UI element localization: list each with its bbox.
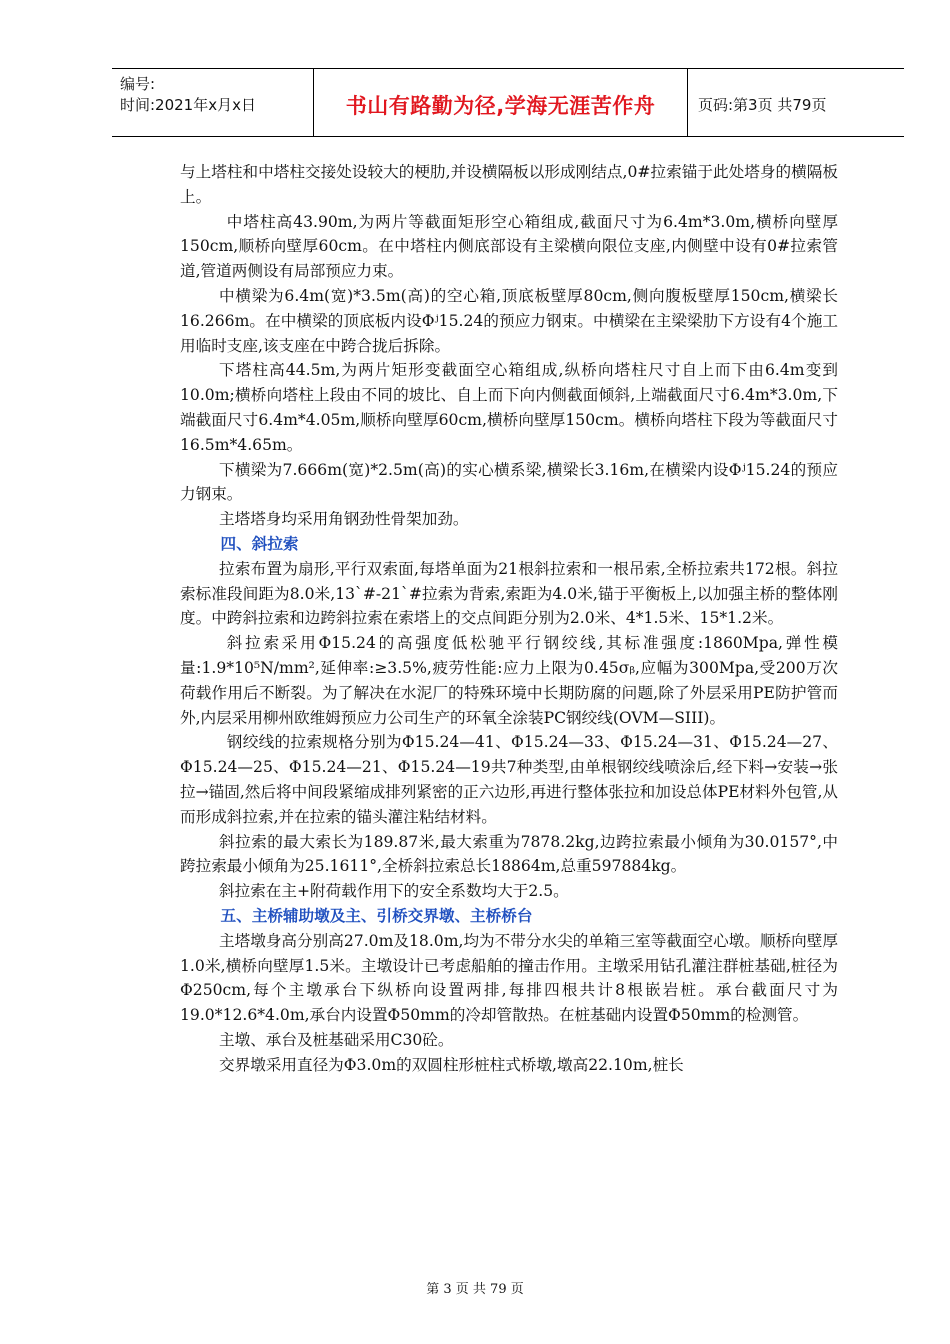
document-body (180, 160, 838, 1077)
paragraph: 拉索布置为扇形,平行双索面,每塔单面为21根斜拉索和一根吊索,全桥拉索共172根。斜拉索标准段间距为8.0米,13`#-21`#拉索为背索,索距为4.0米,锚于平衡板上,以加强主桥的整体刚度。中跨斜拉索和边跨斜拉索在索塔上的交点间距分别为2.0米、4*1.5米、15*1.2米。 (180, 559, 838, 628)
paragraph: 与上塔柱和中塔柱交接处设较大的梗肋,并设横隔板以形成刚结点,0#拉索锚于此处塔身的横隔板上。 (180, 163, 838, 206)
page-footer: 第 3 页 共 79 页 (426, 1282, 524, 1297)
paragraph: 斜拉索在主+附荷载作用下的安全系数均大于2.5。 (219, 882, 569, 901)
paragraph: 下塔柱高44.5m,为两片矩形变截面空心箱组成,纵桥向塔柱尺寸自上而下由6.4m变到10.0m;横桥向塔柱上段由不同的坡比、自上而下向内侧截面倾斜,上端截面尺寸6.4m*3.0m,下端截面尺寸6.4m*4.05m,顺桥向壁厚60cm,横桥向壁厚150cm。横桥向塔柱下段为等截面尺寸16.5m*4.65m。 (180, 361, 838, 454)
paragraph: 钢绞线的拉索规格分别为Φ15.24—41、Φ15.24—33、Φ15.24—31、Φ15.24—27、Φ15.24—25、Φ15.24—21、Φ15.24—19共7种类型,由单根钢绞线喷涂后,经下料→安装→张拉→锚固,然后将中间段紧缩成排列紧密的正六边形,再进行整体张拉和加设总体PE材料外包管,从而形成斜拉索,并在拉索的锚头灌注粘结材料。 (180, 733, 838, 826)
paragraph: 中塔柱高43.90m,为两片等截面矩形空心箱组成,截面尺寸为6.4m*3.0m,横桥向壁厚150cm,顺桥向壁厚60cm。在中塔柱内侧底部设有主梁横向限位支座,内侧壁中设有0#拉索管道,管道两侧设有局部预应力束。 (180, 212, 838, 281)
paragraph: 下横梁为7.666m(宽)*2.5m(高)的实心横系梁,横梁长3.16m,在横梁内设Φʲ15.24的预应力钢束。 (180, 460, 838, 504)
header-motto: 书山有路勤为径,学海无涯苦作舟 (314, 69, 688, 136)
section-heading: 四、斜拉索 (220, 534, 299, 553)
paragraph: 交界墩采用直径为Φ3.0m的双圆柱形桩柱式桥墩,墩高22.10m,桩长 (219, 1055, 684, 1074)
section-heading: 五、主桥辅助墩及主、引桥交界墩、主桥桥台 (220, 906, 533, 925)
paragraph: 主墩、承台及桩基础采用C30砼。 (219, 1030, 454, 1049)
paragraph: 中横梁为6.4m(宽)*3.5m(高)的空心箱,顶底板壁厚80cm,侧向腹板壁厚150cm,横梁长16.266m。在中横梁的顶底板内设Φʲ15.24的预应力钢束。中横梁在主梁梁肋下方设有4个施工用临时支座,该支座在中跨合拢后拆除。 (180, 286, 838, 355)
paragraph: 斜拉索的最大索长为189.87米,最大索重为7878.2kg,边跨拉索最小倾角为30.0157°,中跨拉索最小倾角为25.1611°,全桥斜拉索总长18864m,总重597884kg。 (180, 832, 838, 876)
header-page-number: 页码:第3页 共79页 (698, 96, 827, 114)
page-header (112, 68, 904, 137)
doc-code-label: 编号: (120, 75, 156, 93)
paragraph: 主塔塔身均采用角钢劲性骨架加劲。 (219, 510, 469, 529)
doc-time-label: 时间:2021年x月x日 (120, 96, 256, 114)
paragraph: 主塔墩身高分别高27.0m及18.0m,均为不带分水尖的单箱三室等截面空心墩。顺桥向壁厚1.0米,横桥向壁厚1.5米。主墩设计已考虑船舶的撞击作用。主墩采用钻孔灌注群桩基础,桩径为Φ250cm,每个主墩承台下纵桥向设置两排,每排四根共计8根嵌岩桩。承台截面尺寸为19.0*12.6*4.0m,承台内设置Φ50mm的冷却管散热。在桩基础内设置Φ50mm的检测管。 (180, 931, 838, 1025)
paragraph: 斜拉索采用Φ15.24的高强度低松驰平行钢绞线,其标准强度:1860Mpa,弹性模量:1.9*10⁵N/mm²,延伸率:≥3.5%,疲劳性能:应力上限为0.45σᵦ,应幅为300Mpa,受200万次荷载作用后不断裂。为了解决在水泥厂的特殊环境中长期防腐的问题,除了外层采用PE防护管而外,内层采用柳州欧维姆预应力公司生产的环氧全涂装PC钢绞线(OVM—SIII)。 (180, 634, 838, 727)
header-meta (112, 69, 314, 136)
